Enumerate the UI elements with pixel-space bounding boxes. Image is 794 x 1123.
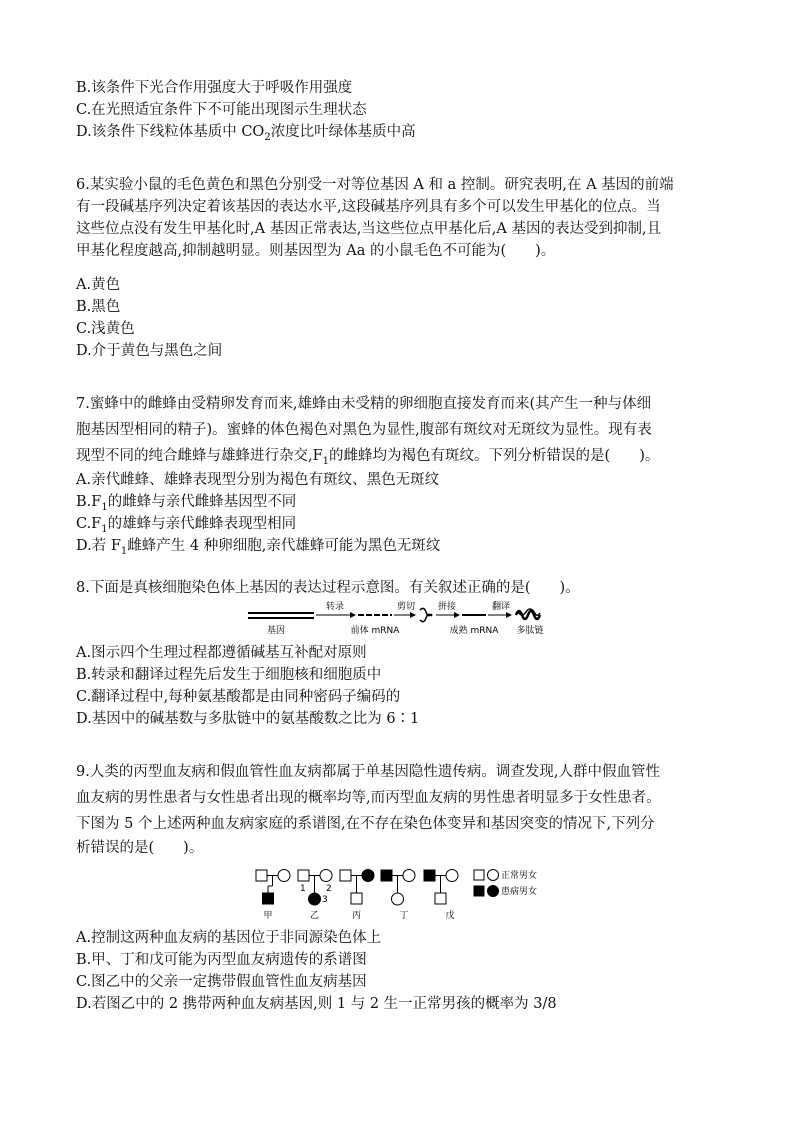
family-jia-affected-son [263,893,274,904]
q6-stem-line-1: 6.某实验小鼠的毛色黄色和黑色分别受一对等位基因 A 和 a 控制。研究表明,在 A 基因的前端 [76,177,674,193]
q6-option-b: B.黑色 [76,299,121,315]
q7-option-c: $C.F_1$的雄蜂与亲代雌蜂表现型相同 [76,516,297,535]
family-bing-son [351,893,362,904]
q6-stem-line-3: 这些位点没有发生甲基化时,A 基因正常表达,当这些位点甲基化后,A 基因的表达受到抑制,且 [76,221,662,237]
family-yi-mother-2 [320,870,332,882]
q6-option-d: D.介于黄色与黑色之间 [76,343,223,359]
family-bing-father [340,870,351,881]
family-ding-affected-father [381,870,392,881]
family-ding-daughter [392,893,404,905]
q7-option-a: A.亲代雌蜂、雄蜂表现型分别为褐色有斑纹、黑色无斑纹 [76,472,440,488]
transcription-label: 转录 [326,602,345,612]
q9-option-b: B.甲、丁和戊可能为丙型血友病遗传的系谱图 [76,952,367,968]
family-jia-label: 甲 [263,911,273,921]
pre-mrna-label: 前体 mRNA [350,626,400,636]
q6-stem-line-4: 甲基化程度越高,抑制越明显。则基因型为 Aa 的小鼠毛色不可能为( )。 [76,243,556,259]
q6-stem-line-2: 有一段碱基序列决定着该基因的表达水平,这段碱基序列具有多个可以发生甲基化的位点。当 [76,199,661,215]
q8-option-d: D.基因中的碱基数与多肽链中的氨基酸数之比为 6∶1 [76,711,420,727]
q5-option-b: B.该条件下光合作用强度大于呼吸作用强度 [76,80,353,96]
splice-join-arrowhead [454,612,460,618]
legend-affected-label: 患病男女 [501,887,538,897]
family-yi-label: 乙 [309,911,320,921]
gene-label: 基因 [266,626,286,636]
q7-option-b: $B.F_1$的雌蜂与亲代雌蜂基因型不同 [76,494,297,513]
family-yi-father-1 [298,870,309,881]
individual-3-label: 3 [322,895,328,905]
mature-mrna-label: 成熟 mRNA [449,626,499,636]
q5-option-c: C.在光照适宜条件下不可能出现图示生理状态 [76,102,367,118]
legend-normal-female-symbol [488,870,499,881]
individual-2-label: 2 [326,884,332,894]
q9-stem-line-4: 析错误的是( )。 [76,840,204,856]
q9-option-c: C.图乙中的父亲一定携带假血管性血友病基因 [76,974,367,990]
q6-option-a: A.黄色 [76,277,121,293]
family-yi-affected-daughter-3 [309,893,321,905]
q7-option-d: D.若 $F_1$雌蜂产生 4 种卵细胞,亲代雄蜂可能为黑色无斑纹 [76,538,441,557]
family-wu-affected-father [424,870,435,881]
individual-1-label: 1 [300,884,306,894]
q7-stem-line-3: 现型不同的纯合雌蜂与雄蜂进行杂交$,F_1$的雌蜂均为褐色有斑纹。下列分析错误的是( )。 [76,448,660,467]
family-bing-label: 丙 [351,911,362,921]
family-ding-label: 丁 [399,911,409,921]
legend-normal-male-symbol [474,870,484,880]
q9-stem-line-3: 下图为 5 个上述两种血友病家庭的系谱图,在不存在染色体变异和基因突变的情况下,下列分 [76,816,655,832]
q5-option-d: D.该条件下线粒体基质中 $CO_2$浓度比叶绿体基质中高 [76,124,416,143]
q6-option-c: C.浅黄色 [76,321,135,337]
q9-option-d: D.若图乙中的 2 携带两种血友病基因,则 1 与 2 生一正常男孩的概率为 3/8 [76,996,557,1012]
q8-stem: 8.下面是真核细胞染色体上基因的表达过程示意图。有关叙述正确的是( )。 [76,580,580,596]
splice-cut-arrowhead [410,612,416,618]
translation-label: 翻译 [492,602,511,612]
legend-affected-female-symbol [488,886,499,897]
family-wu-son [435,893,446,904]
family-ding-mother [403,870,415,882]
exon-fragment [420,614,432,621]
q9-option-a: A.控制这两种血友病的基因位于非同源染色体上 [76,930,382,946]
legend-normal-label: 正常男女 [501,871,538,881]
q8-option-a: A.图示四个生理过程都遵循碱基互补配对原则 [76,645,367,661]
splice-cut-label: 剪切 [397,602,416,612]
q8-option-b: B.转录和翻译过程先后发生于细胞核和细胞质中 [76,667,382,683]
transcription-arrowhead [350,612,356,618]
q9-stem-line-1: 9.人类的丙型血友病和假血管性血友病都属于单基因隐性遗传病。调查发现,人群中假血管性 [76,764,660,780]
splice-join-label: 拼接 [438,602,457,612]
q8-option-c: C.翻译过程中,每种氨基酸都是由同种密码子编码的 [76,689,401,705]
family-wu-label: 戊 [445,911,455,921]
legend-affected-male-symbol [474,886,484,896]
q7-stem-line-1: 7.蜜蜂中的雌蜂由受精卵发育而来,雄蜂由未受精的卵细胞直接发育而来(其产生一种与体细 [76,396,652,412]
q9-stem-line-2: 血友病的男性患者与女性患者出现的概率均等,而丙型血友病的男性患者明显多于女性患者。 [76,790,661,806]
family-jia-mother [278,870,290,882]
pedigree-diagram [244,862,574,924]
q7-stem-line-2: 胞基因型相同的精子)。蜜蜂的体色褐色对黑色为显性,腹部有斑纹对无斑纹为显性。现有表 [76,422,652,438]
translation-arrowhead [506,612,512,618]
family-wu-mother [446,870,458,882]
polypeptide-label: 多肽链 [516,626,544,636]
family-bing-affected-mother [362,870,374,882]
gene-expression-diagram [240,598,550,638]
family-jia-father [256,870,267,881]
